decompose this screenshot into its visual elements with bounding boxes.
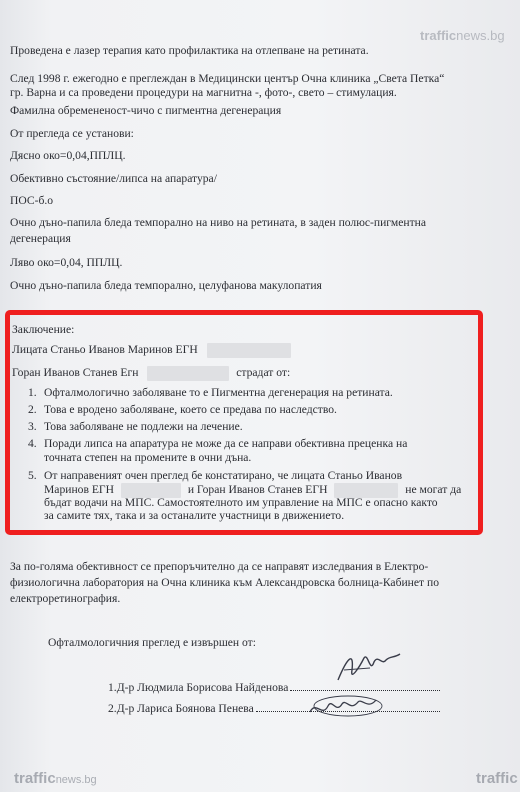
item-number: 4. bbox=[28, 437, 37, 450]
conclusion-person-1 bbox=[12, 343, 291, 358]
recommendation-line: За по-голяма обективност се препоръчително да се направят изследвания в Електро- bbox=[10, 560, 429, 573]
intro-line: Обективно състояние/липса на апаратура/ bbox=[10, 172, 217, 185]
recommendation-line: електроретинография. bbox=[10, 592, 121, 605]
dotted-line bbox=[256, 711, 440, 712]
item-5-text-b: и Горан Иванов Станев ЕГН bbox=[187, 483, 328, 497]
intro-line: Очно дъно-папила бледа темпорално, целуфанова макулопатия bbox=[10, 279, 322, 292]
item-5-text-a: Маринов ЕГН bbox=[44, 483, 114, 497]
item-number: 2. bbox=[28, 403, 37, 416]
signatures-heading: Офталмологичния преглед е извършен от: bbox=[48, 636, 256, 649]
intro-line: Проведена е лазер терапия като профилактика на отлепване на ретината. bbox=[10, 44, 369, 57]
conclusion-item-continued bbox=[44, 496, 438, 510]
watermark-bottom-right bbox=[476, 770, 518, 787]
watermark-bottom-left bbox=[14, 770, 97, 787]
watermark-brand: traffic bbox=[420, 28, 457, 43]
doctor-2-name: 2.Д-р Лариса Боянова Пенева bbox=[108, 702, 254, 715]
intro-line: Очно дъно-папила бледа темпорално на ниво на ретината, в заден полюс-пигментна bbox=[10, 216, 426, 229]
person-1-text: Лицата Станьо Иванов Маринов ЕГН bbox=[12, 343, 198, 357]
conclusion-person-2 bbox=[12, 366, 290, 381]
signature-line-2 bbox=[108, 702, 440, 716]
watermark-top bbox=[420, 28, 505, 43]
person-2-suffix: страдат от: bbox=[236, 366, 291, 380]
person-2-text: Горан Иванов Станев Егн bbox=[12, 366, 139, 380]
dotted-line bbox=[290, 690, 440, 691]
signature-line-1 bbox=[108, 681, 440, 695]
item-text: Офталмологично заболяване то е Пигментна дегенерация на ретината. bbox=[44, 386, 393, 399]
item-number: 1. bbox=[28, 386, 37, 399]
intro-line: ПОС-б.о bbox=[10, 194, 54, 207]
redacted-egn bbox=[147, 366, 229, 381]
item-number: 5. bbox=[28, 469, 37, 482]
item-text: Поради липса на апаратура не може да се направи обективна преценка на bbox=[44, 437, 408, 450]
doctor-1-name: 1.Д-р Людмила Борисова Найденова bbox=[108, 681, 289, 694]
intro-line: След 1998 г. ежегодно е преглеждан в Медицински център Очна клиника „Света Петка“ bbox=[10, 72, 445, 85]
conclusion-heading: Заключение: bbox=[12, 323, 75, 336]
item-text: Това е вродено заболяване, което се предава по наследство. bbox=[44, 403, 337, 416]
intro-line: Ляво око=0,04, ППЛЦ. bbox=[10, 256, 123, 269]
watermark-brand: traffic bbox=[476, 770, 518, 787]
item-text: От направеният очен преглед бе констатирано, че лицата Станьо Иванов bbox=[44, 469, 403, 482]
watermark-suffix: news.bg bbox=[55, 774, 97, 786]
redacted-egn bbox=[207, 343, 291, 358]
intro-line: дегенерация bbox=[10, 232, 71, 245]
watermark-brand: traffic bbox=[14, 770, 56, 787]
intro-line: гр. Варна и са проведени процедури на магнитна -, фото-, свето – стимулация. bbox=[10, 86, 397, 99]
item-text: Това заболяване не подлежи на лечение. bbox=[44, 420, 243, 433]
recommendation-line: физиологична лаборатория на Очна клиника към Александровска болница-Кабинет по bbox=[10, 576, 440, 589]
item-text: точната степен на промените в очни дъна. bbox=[44, 451, 252, 464]
item-5-text-c: не могат да bbox=[405, 483, 462, 497]
intro-line: Фамилна обремененост-чичо с пигментна дегенерация bbox=[10, 104, 282, 117]
conclusion-item-continued: за самите тях, така и за останалите участници в движението. bbox=[44, 509, 345, 522]
watermark-suffix: news.bg bbox=[456, 28, 505, 43]
item-number: 3. bbox=[28, 420, 37, 433]
intro-line: Дясно око=0,04,ППЛЦ. bbox=[10, 149, 126, 162]
intro-line: От прегледа се установи: bbox=[10, 127, 134, 140]
item-text: бъдат водачи на МПС. Самостоятелното им управление на МПС е опасно както bbox=[44, 496, 438, 509]
